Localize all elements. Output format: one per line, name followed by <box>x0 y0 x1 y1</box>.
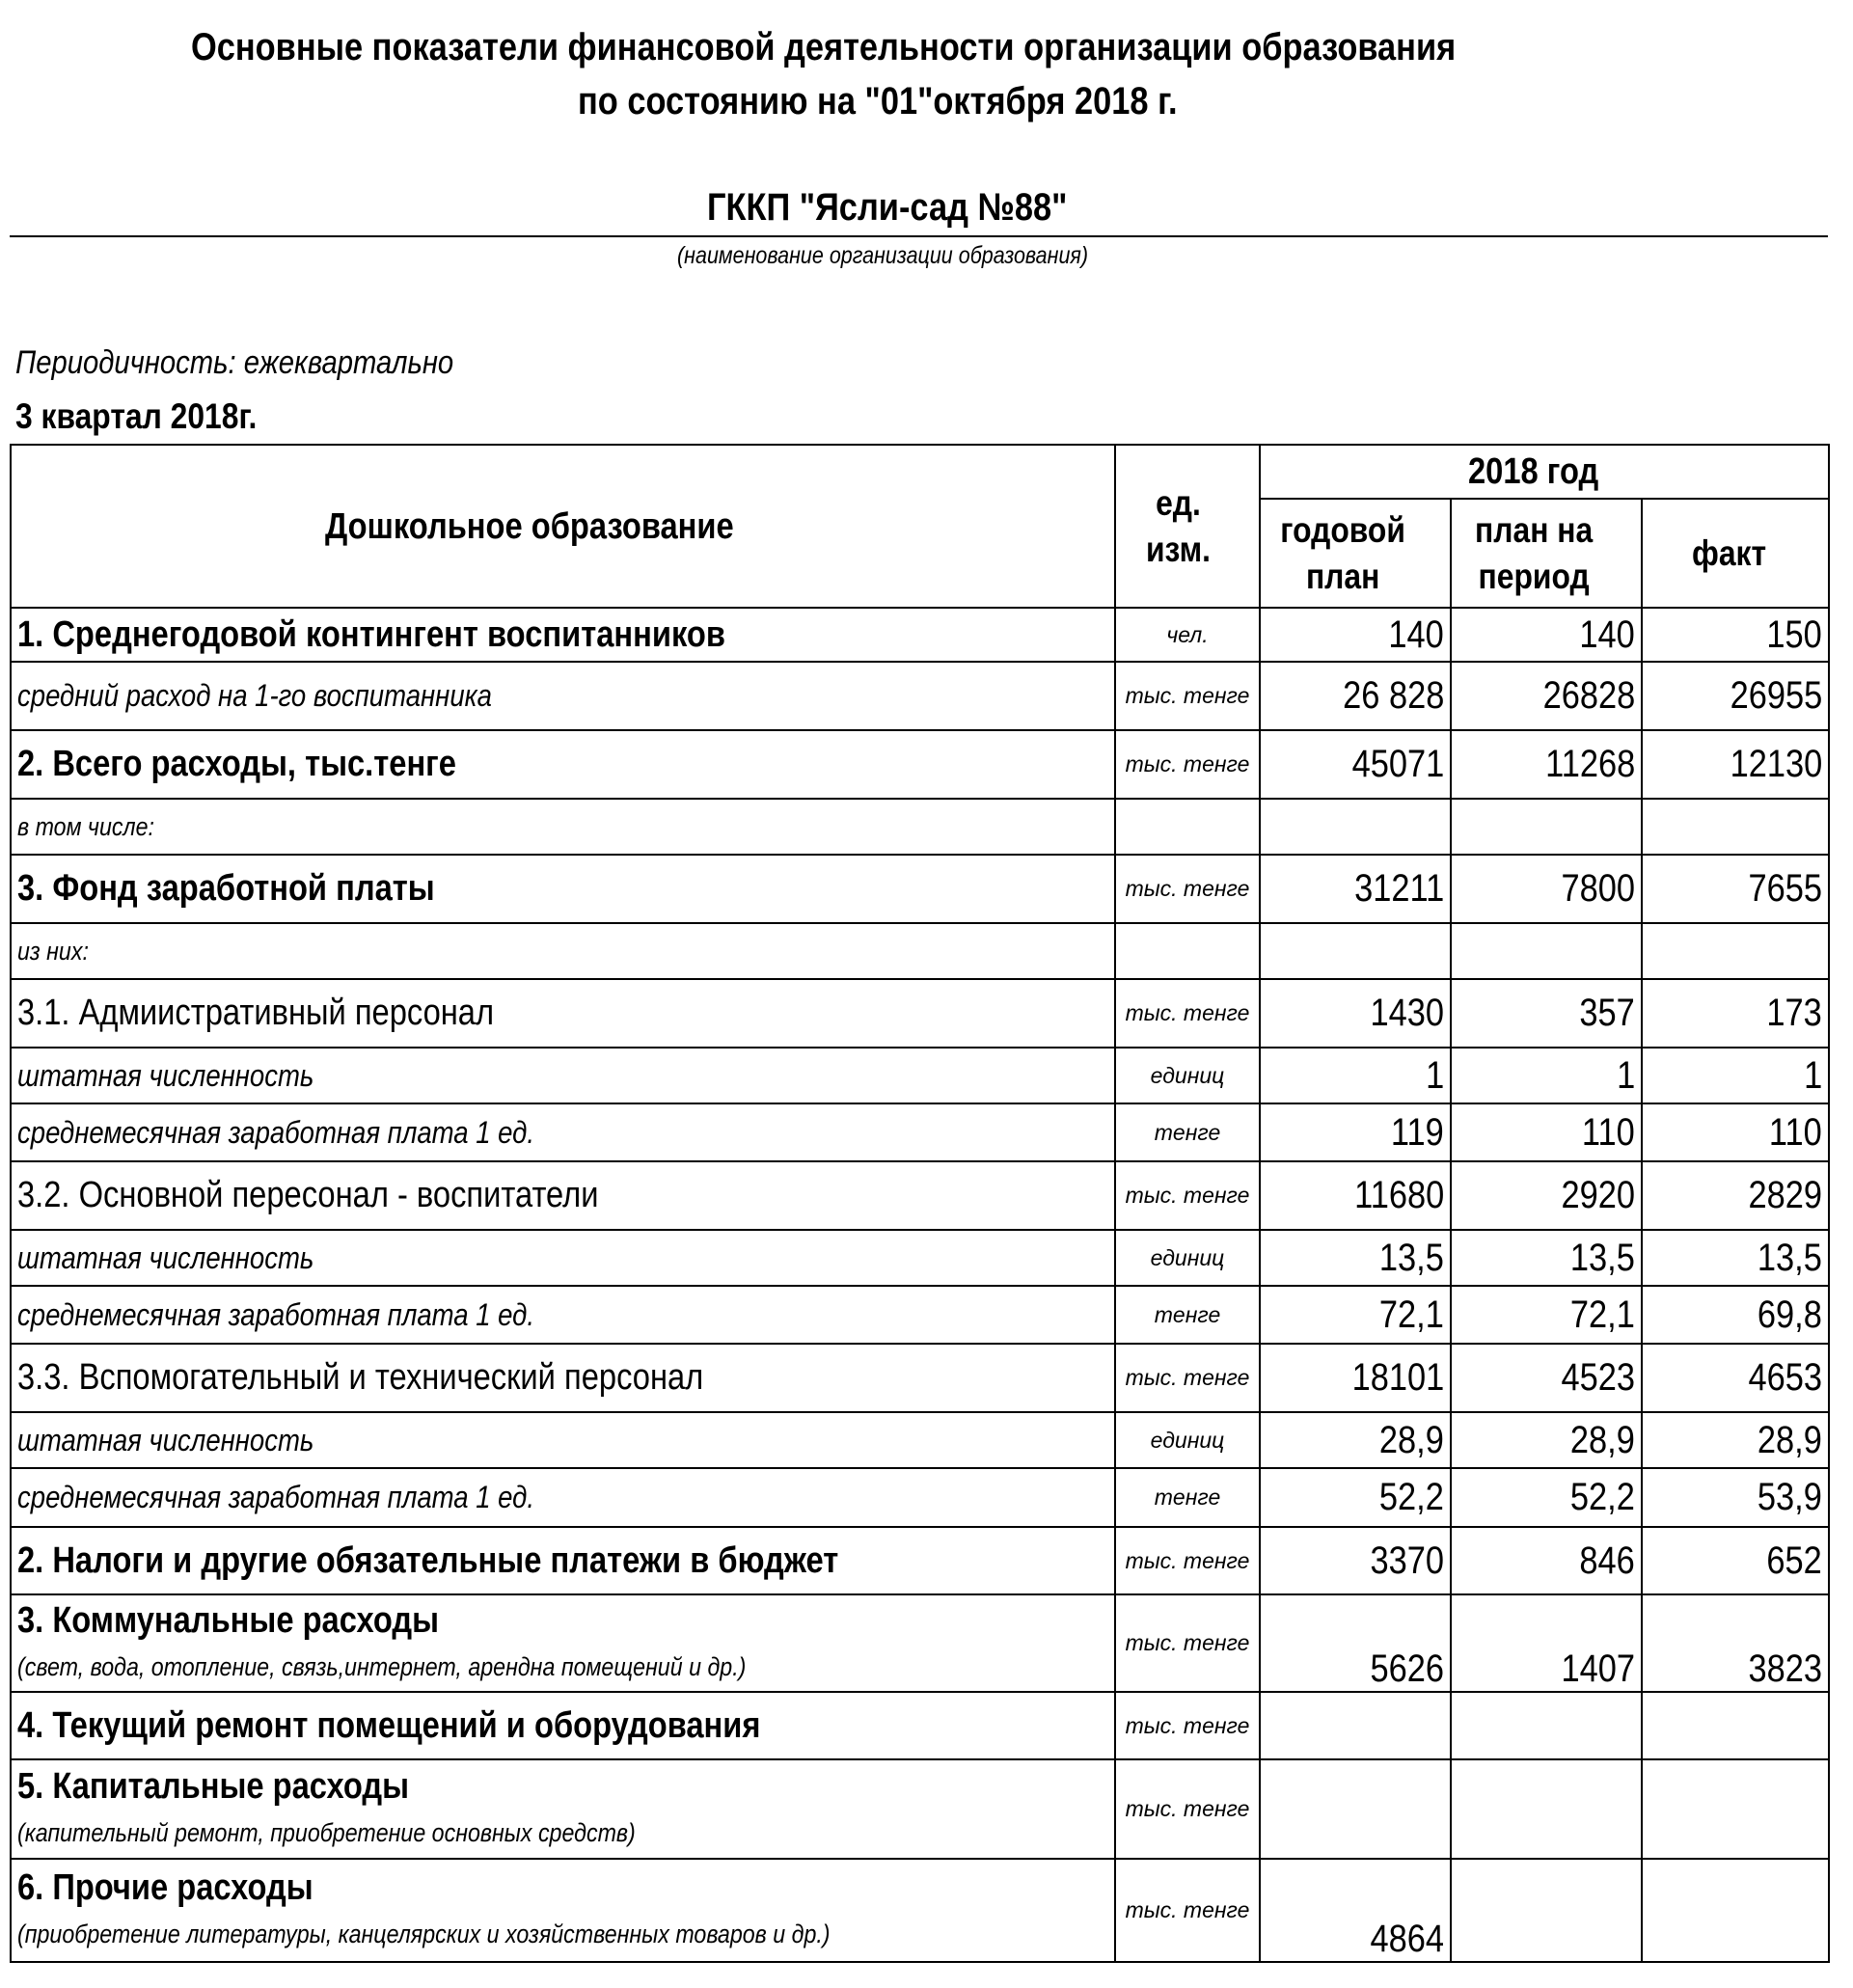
row-unit: тыс. тенге <box>1115 1161 1260 1230</box>
indicators-table <box>10 444 1830 1963</box>
row-period-plan-value <box>1451 923 1642 979</box>
row-unit: тыс. тенге <box>1115 662 1260 730</box>
table-row <box>11 1048 1829 1103</box>
row-fact-value: 69,8 <box>1642 1286 1829 1344</box>
table-row <box>11 1468 1829 1527</box>
row-unit: тыс. тенге <box>1115 855 1260 923</box>
row-fact-value: 53,9 <box>1642 1468 1829 1527</box>
table-row <box>11 1692 1829 1759</box>
row-unit: тыс. тенге <box>1115 1527 1260 1594</box>
header-period-plan: план на период <box>1451 499 1642 608</box>
row-unit: тенге <box>1115 1103 1260 1161</box>
row-unit: единиц <box>1115 1412 1260 1468</box>
row-label: 3. Фонд заработной платы <box>11 855 1115 923</box>
row-period-plan-value: 4523 <box>1451 1344 1642 1412</box>
table-row <box>11 1759 1829 1859</box>
row-fact-value: 4653 <box>1642 1344 1829 1412</box>
row-fact-value <box>1642 799 1829 855</box>
row-period-plan-value: 140 <box>1451 608 1642 662</box>
row-label: штатная численность <box>11 1048 1115 1103</box>
row-label: 2. Налоги и другие обязательные платежи в бюджет <box>11 1527 1115 1594</box>
row-fact-value: 28,9 <box>1642 1412 1829 1468</box>
row-annual-plan-value: 5626 <box>1260 1594 1451 1692</box>
row-unit: тенге <box>1115 1468 1260 1527</box>
table-row <box>11 979 1829 1048</box>
row-annual-plan-value: 52,2 <box>1260 1468 1451 1527</box>
row-annual-plan-value <box>1260 1759 1451 1859</box>
row-period-plan-value: 357 <box>1451 979 1642 1048</box>
row-fact-value: 110 <box>1642 1103 1829 1161</box>
row-unit: тыс. тенге <box>1115 1344 1260 1412</box>
row-label: 4. Текущий ремонт помещений и оборудования <box>11 1692 1115 1759</box>
row-label: средний расход на 1-го воспитанника <box>11 662 1115 730</box>
row-label: в том числе: <box>11 799 1115 855</box>
row-fact-value: 26955 <box>1642 662 1829 730</box>
row-label: 2. Всего расходы, тыс.тенге <box>11 730 1115 799</box>
row-label: 3.1. Адмиистративный персонал <box>11 979 1115 1048</box>
row-unit: тыс. тенге <box>1115 730 1260 799</box>
header-annual-plan: годовой план <box>1260 499 1451 608</box>
row-fact-value <box>1642 1859 1829 1962</box>
row-fact-value: 652 <box>1642 1527 1829 1594</box>
table-row <box>11 923 1829 979</box>
row-annual-plan-value: 11680 <box>1260 1161 1451 1230</box>
periodicity-label: Периодичность: ежеквартально <box>15 344 454 381</box>
row-label: 3.2. Основной пересонал - воспитатели <box>11 1161 1115 1230</box>
table-row <box>11 1161 1829 1230</box>
organization-caption: (наименование организации образования) <box>677 242 1089 269</box>
row-period-plan-value: 26828 <box>1451 662 1642 730</box>
table-row <box>11 799 1829 855</box>
row-annual-plan-value: 1430 <box>1260 979 1451 1048</box>
row-annual-plan-value <box>1260 923 1451 979</box>
row-annual-plan-value: 72,1 <box>1260 1286 1451 1344</box>
report-title-line1: Основные показатели финансовой деятельности организации образования <box>191 26 1457 68</box>
quarter-label: 3 квартал 2018г. <box>15 396 258 436</box>
row-annual-plan-value: 119 <box>1260 1103 1451 1161</box>
row-period-plan-value <box>1451 1859 1642 1962</box>
table-row <box>11 662 1829 730</box>
row-fact-value: 150 <box>1642 608 1829 662</box>
row-label: 3. Коммунальные расходы (свет, вода, отопление, связь,интернет, арендна помещений и др.) <box>11 1594 1115 1692</box>
row-fact-value: 1 <box>1642 1048 1829 1103</box>
header-year: 2018 год <box>1260 445 1829 499</box>
row-fact-value <box>1642 1692 1829 1759</box>
row-fact-value <box>1642 1759 1829 1859</box>
header-fact: факт <box>1642 499 1829 608</box>
row-label: 3.3. Вспомогательный и технический персонал <box>11 1344 1115 1412</box>
table-row <box>11 608 1829 662</box>
row-label: штатная численность <box>11 1412 1115 1468</box>
row-annual-plan-value: 13,5 <box>1260 1230 1451 1286</box>
row-unit: единиц <box>1115 1230 1260 1286</box>
row-period-plan-value: 52,2 <box>1451 1468 1642 1527</box>
table-row <box>11 1344 1829 1412</box>
row-label: 1. Среднегодовой контингент воспитанников <box>11 608 1115 662</box>
row-period-plan-value: 110 <box>1451 1103 1642 1161</box>
table-row <box>11 1527 1829 1594</box>
row-fact-value: 2829 <box>1642 1161 1829 1230</box>
row-annual-plan-value <box>1260 799 1451 855</box>
row-fact-value: 3823 <box>1642 1594 1829 1692</box>
organization-name: ГККП "Ясли-сад №88" <box>706 186 1068 229</box>
row-unit <box>1115 799 1260 855</box>
row-period-plan-value <box>1451 799 1642 855</box>
row-annual-plan-value: 28,9 <box>1260 1412 1451 1468</box>
table-row <box>11 730 1829 799</box>
table-row <box>11 1103 1829 1161</box>
organization-underline <box>10 235 1828 237</box>
row-annual-plan-value: 45071 <box>1260 730 1451 799</box>
row-unit: чел. <box>1115 608 1260 662</box>
row-fact-value: 13,5 <box>1642 1230 1829 1286</box>
row-annual-plan-value: 1 <box>1260 1048 1451 1103</box>
row-label: среднемесячная заработная плата 1 ед. <box>11 1103 1115 1161</box>
table-row <box>11 1412 1829 1468</box>
row-annual-plan-value: 26 828 <box>1260 662 1451 730</box>
row-annual-plan-value: 140 <box>1260 608 1451 662</box>
row-label: 6. Прочие расходы (приобретение литературы, канцелярских и хозяйственных товаров и др.) <box>11 1859 1115 1962</box>
row-label: среднемесячная заработная плата 1 ед. <box>11 1286 1115 1344</box>
row-unit: тыс. тенге <box>1115 1594 1260 1692</box>
row-label: среднемесячная заработная плата 1 ед. <box>11 1468 1115 1527</box>
table-row <box>11 1859 1829 1962</box>
header-education-type: Дошкольное образование <box>11 445 1115 608</box>
row-label: из них: <box>11 923 1115 979</box>
row-annual-plan-value: 4864 <box>1260 1859 1451 1962</box>
row-period-plan-value: 846 <box>1451 1527 1642 1594</box>
table-row <box>11 855 1829 923</box>
row-period-plan-value: 1407 <box>1451 1594 1642 1692</box>
row-period-plan-value: 28,9 <box>1451 1412 1642 1468</box>
row-period-plan-value: 1 <box>1451 1048 1642 1103</box>
row-label: 5. Капитальные расходы (капительный ремонт, приобретение основных средств) <box>11 1759 1115 1859</box>
row-annual-plan-value: 3370 <box>1260 1527 1451 1594</box>
row-annual-plan-value: 31211 <box>1260 855 1451 923</box>
row-unit: тыс. тенге <box>1115 1859 1260 1962</box>
row-period-plan-value <box>1451 1692 1642 1759</box>
row-unit: тенге <box>1115 1286 1260 1344</box>
row-fact-value: 7655 <box>1642 855 1829 923</box>
row-fact-value: 173 <box>1642 979 1829 1048</box>
row-annual-plan-value <box>1260 1692 1451 1759</box>
row-fact-value: 12130 <box>1642 730 1829 799</box>
row-unit <box>1115 923 1260 979</box>
row-period-plan-value: 7800 <box>1451 855 1642 923</box>
row-unit: тыс. тенге <box>1115 1692 1260 1759</box>
header-unit: ед. изм. <box>1115 445 1260 608</box>
row-period-plan-value <box>1451 1759 1642 1859</box>
row-unit: тыс. тенге <box>1115 979 1260 1048</box>
table-row <box>11 1286 1829 1344</box>
row-period-plan-value: 72,1 <box>1451 1286 1642 1344</box>
row-period-plan-value: 11268 <box>1451 730 1642 799</box>
row-period-plan-value: 2920 <box>1451 1161 1642 1230</box>
row-label: штатная численность <box>11 1230 1115 1286</box>
row-unit: тыс. тенге <box>1115 1759 1260 1859</box>
row-unit: единиц <box>1115 1048 1260 1103</box>
table-row <box>11 1594 1829 1692</box>
row-period-plan-value: 13,5 <box>1451 1230 1642 1286</box>
report-title-line2: по состоянию на "01"октября 2018 г. <box>578 80 1178 123</box>
row-annual-plan-value: 18101 <box>1260 1344 1451 1412</box>
row-fact-value <box>1642 923 1829 979</box>
table-row <box>11 1230 1829 1286</box>
